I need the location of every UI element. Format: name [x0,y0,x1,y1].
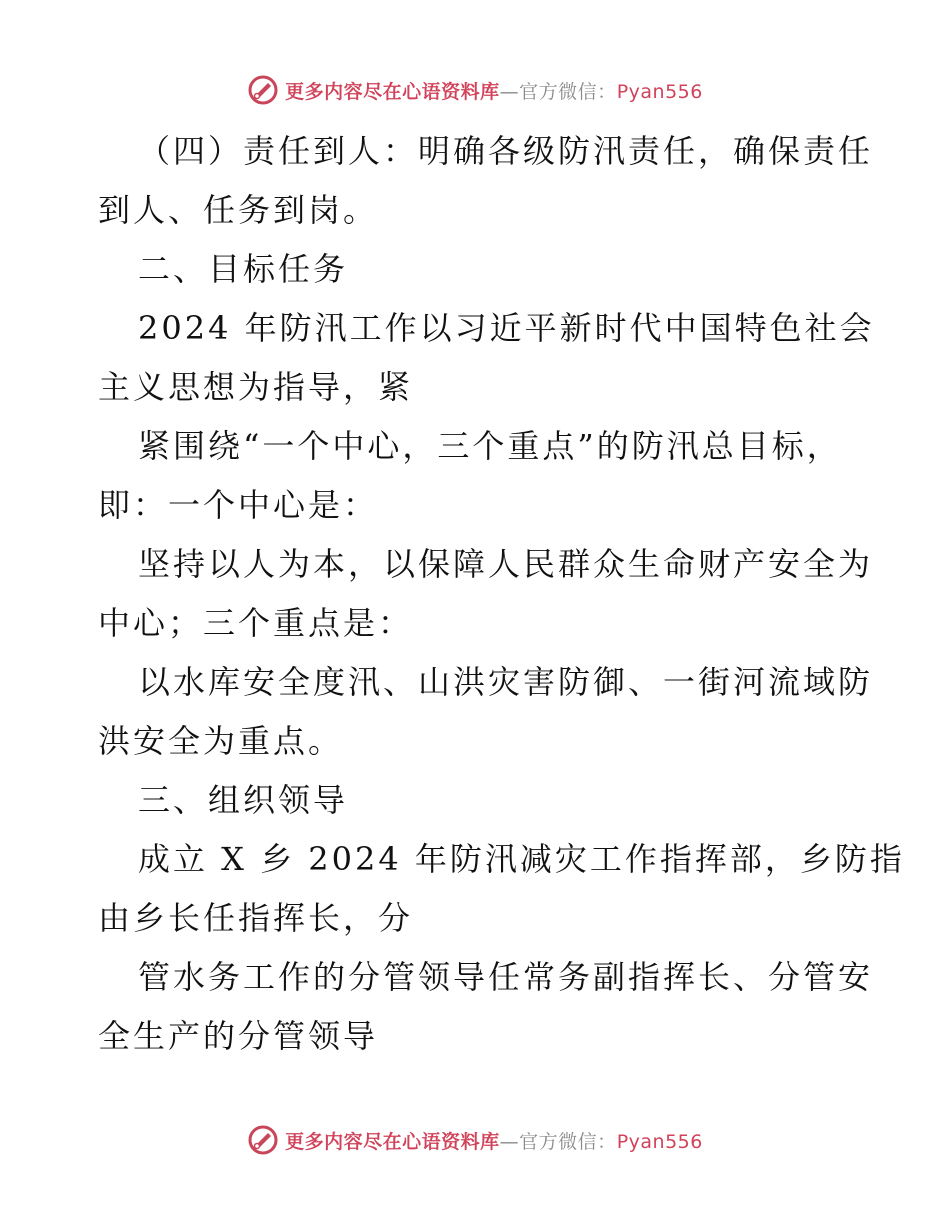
text-line: 成立 X 乡 2024 年防汛减灾工作指挥部，乡防指 [138,840,905,878]
logo-icon [247,1124,279,1156]
text-line: 紧围绕“一个中心，三个重点”的防汛总目标， [138,427,842,465]
text-line: 2024 年防汛工作以习近平新时代中国特色社会 [138,309,875,347]
section-heading: 二、目标任务 [138,250,349,288]
text-line: 即：一个中心是： [98,486,379,524]
text-line: 全生产的分管领导 [98,1017,379,1055]
text-line: 洪安全为重点。 [98,722,344,760]
text-line: 中心；三个重点是： [98,604,414,642]
watermark-text: 更多内容尽在心语资料库—官方微信：Pyan556 [285,80,703,103]
section-heading: 三、组织领导 [138,781,349,819]
header-watermark [0,70,950,110]
text-line: 到人、任务到岗。 [98,191,379,229]
text-line: 主义思想为指导，紧 [98,368,414,406]
text-line: 管水务工作的分管领导任常务副指挥长、分管安 [138,958,874,996]
footer-watermark [0,1120,950,1160]
logo-icon [247,74,279,106]
text-line: （四）责任到人：明确各级防汛责任，确保责任 [138,132,874,170]
text-line: 由乡长任指挥长，分 [98,899,414,937]
watermark-text: 更多内容尽在心语资料库—官方微信：Pyan556 [285,1130,703,1153]
document-body [98,122,905,1066]
text-line: 以水库安全度汛、山洪灾害防御、一街河流域防 [138,663,874,701]
text-line: 坚持以人为本，以保障人民群众生命财产安全为 [138,545,874,583]
